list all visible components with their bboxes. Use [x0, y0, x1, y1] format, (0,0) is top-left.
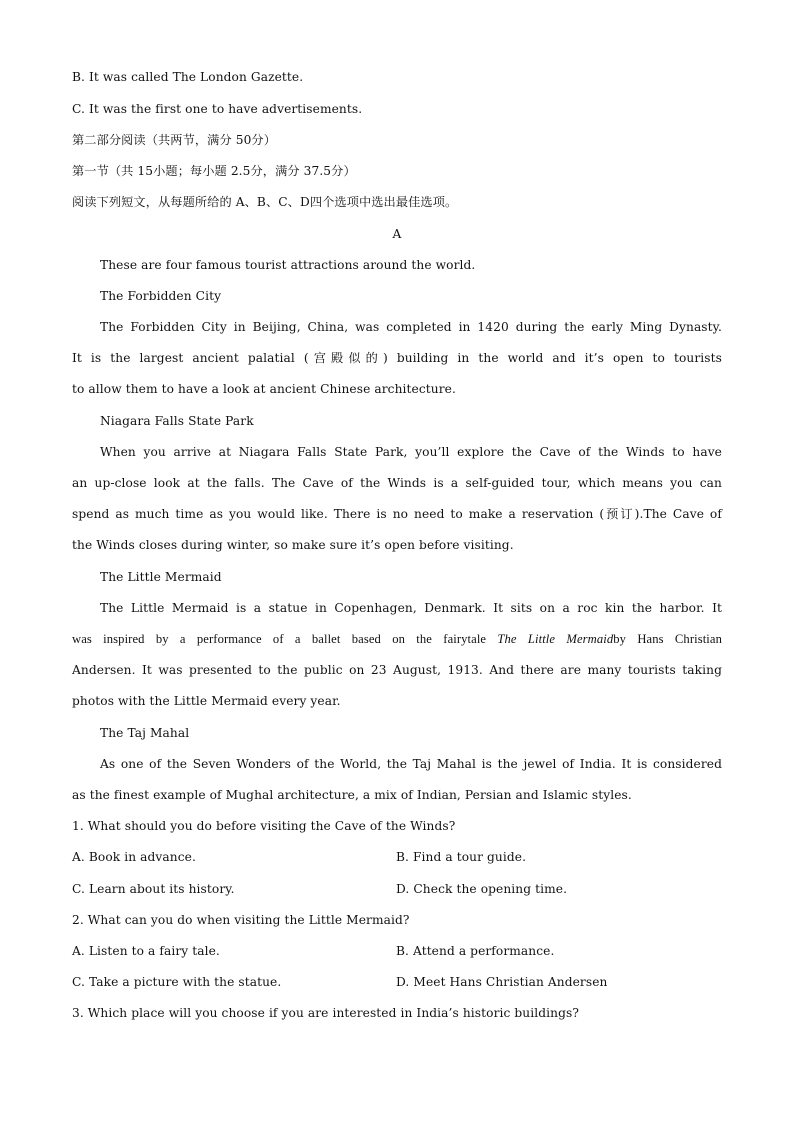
- q2-option-d: D. Meet Hans Christian Andersen: [396, 975, 608, 989]
- q1-option-a: A. Book in advance.: [72, 850, 196, 864]
- little-mermaid-line-2-end: by Hans Christian: [613, 632, 722, 646]
- niagara-line-3: spend as much time as you would like. There is no need to make a reservation (预订).The Cave of: [72, 507, 722, 521]
- question-2-options-row-1: [72, 943, 722, 959]
- taj-mahal-line-1: As one of the Seven Wonders of the World, the Taj Mahal is the jewel of India. It is considered: [100, 757, 722, 771]
- little-mermaid-line-4: photos with the Little Mermaid every year.: [72, 694, 341, 708]
- little-mermaid-title: The Little Mermaid: [100, 570, 222, 584]
- forbidden-city-title: The Forbidden City: [100, 289, 222, 303]
- option-c-previous: C. It was the first one to have advertisements.: [72, 102, 363, 116]
- q1-option-c: C. Learn about its history.: [72, 882, 235, 896]
- option-b-previous: B. It was called The London Gazette.: [72, 70, 304, 84]
- q1-option-d: D. Check the opening time.: [396, 882, 568, 896]
- section-one-heading: 第一节（共 15小题；每小题 2.5分，满分 37.5分）: [72, 164, 356, 178]
- q2-option-c: C. Take a picture with the statue.: [72, 975, 282, 989]
- forbidden-city-line-3: to allow them to have a look at ancient Chinese architecture.: [72, 382, 456, 396]
- question-2-options-row-2: [72, 974, 722, 990]
- niagara-line-4: the Winds closes during winter, so make sure it’s open before visiting.: [72, 538, 514, 552]
- question-1: 1. What should you do before visiting the Cave of the Winds?: [72, 819, 456, 833]
- part-two-heading: 第二部分阅读（共两节，满分 50分）: [72, 133, 276, 147]
- reading-instruction: 阅读下列短文，从每题所给的 A、B、C、D四个选项中选出最佳选项。: [72, 195, 458, 209]
- question-1-options-row-1: [72, 849, 722, 865]
- niagara-line-2: an up-close look at the falls. The Cave of the Winds is a self-guided tour, which means you can: [72, 476, 722, 490]
- little-mermaid-line-1: The Little Mermaid is a statue in Copenhagen, Denmark. It sits on a roc kin the harbor. It: [100, 601, 722, 615]
- passage-intro: These are four famous tourist attractions around the world.: [100, 258, 476, 272]
- forbidden-city-line-1: The Forbidden City in Beijing, China, was completed in 1420 during the early Ming Dynasty.: [100, 320, 722, 334]
- little-mermaid-line-3: Andersen. It was presented to the public on 23 August, 1913. And there are many tourists taking: [72, 663, 722, 677]
- little-mermaid-line-2: [72, 631, 722, 647]
- fairytale-title: The Little Mermaid: [497, 632, 614, 646]
- taj-mahal-line-2: as the finest example of Mughal architecture, a mix of Indian, Persian and Islamic styles.: [72, 788, 632, 802]
- question-1-options-row-2: [72, 881, 722, 897]
- niagara-title: Niagara Falls State Park: [100, 414, 254, 428]
- question-3: 3. Which place will you choose if you are interested in India’s historic buildings?: [72, 1006, 579, 1020]
- q1-option-b: B. Find a tour guide.: [396, 850, 527, 864]
- passage-letter: A: [392, 227, 402, 241]
- forbidden-city-line-2: It is the largest ancient palatial (宫殿似的) building in the world and it’s open to tourists: [72, 351, 722, 365]
- little-mermaid-line-2-start: was inspired by a performance of a ballet based on the fairytale: [72, 632, 498, 646]
- q2-option-a: A. Listen to a fairy tale.: [72, 944, 220, 958]
- q2-option-b: B. Attend a performance.: [396, 944, 555, 958]
- taj-mahal-title: The Taj Mahal: [100, 726, 190, 740]
- niagara-line-1: When you arrive at Niagara Falls State Park, you’ll explore the Cave of the Winds to have: [100, 445, 722, 459]
- question-2: 2. What can you do when visiting the Little Mermaid?: [72, 913, 410, 927]
